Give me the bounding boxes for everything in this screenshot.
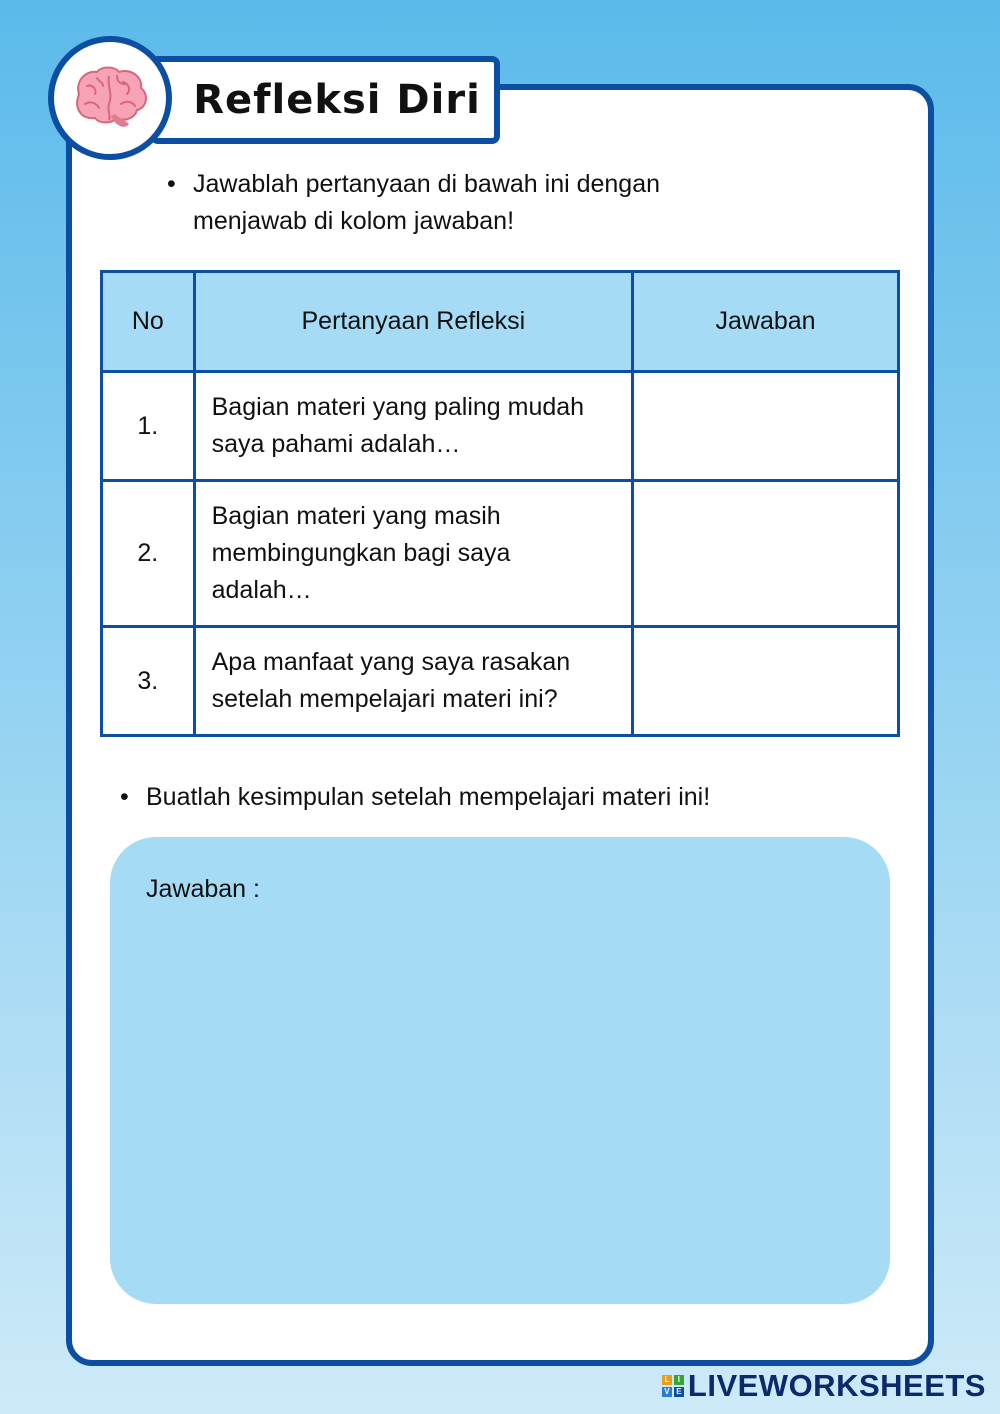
table-header-row — [102, 272, 899, 372]
table-instruction — [167, 166, 753, 240]
conclusion-instruction-text: Buatlah kesimpulan setelah mempelajari materi ini! — [146, 783, 711, 811]
conclusion-answer-box[interactable] — [110, 837, 890, 1304]
page-title: Refleksi Diri — [193, 77, 481, 123]
row-question: Apa manfaat yang saya rasakan setelah mempelajari materi ini? — [194, 627, 632, 736]
header-question: Pertanyaan Refleksi — [194, 272, 632, 372]
brain-icon — [71, 64, 149, 132]
conclusion-answer-label: Jawaban : — [146, 875, 260, 903]
row-number: 1. — [102, 372, 195, 481]
liveworksheets-logo-icon: L I V E — [662, 1375, 684, 1397]
answer-cell[interactable] — [633, 481, 899, 627]
header-no: No — [102, 272, 195, 372]
answer-cell[interactable] — [633, 372, 899, 481]
title-box — [150, 56, 500, 144]
table-instruction-text: Jawablah pertanyaan di bawah ini dengan menjawab di kolom jawaban! — [193, 170, 661, 235]
header-answer: Jawaban — [633, 272, 899, 372]
row-number: 3. — [102, 627, 195, 736]
row-question: Bagian materi yang masih membingungkan bagi saya adalah… — [194, 481, 632, 627]
brain-badge — [48, 36, 172, 160]
conclusion-instruction — [120, 779, 906, 816]
row-question: Bagian materi yang paling mudah saya pahami adalah… — [194, 372, 632, 481]
table-row — [102, 372, 899, 481]
answer-cell[interactable] — [633, 627, 899, 736]
table-row — [102, 481, 899, 627]
row-number: 2. — [102, 481, 195, 627]
reflection-table — [100, 270, 900, 737]
footer-brand — [662, 1368, 986, 1404]
table-row — [102, 627, 899, 736]
bullet-icon: • — [120, 783, 129, 811]
bullet-icon: • — [167, 170, 176, 198]
brand-name: LIVEWORKSHEETS — [687, 1368, 986, 1403]
